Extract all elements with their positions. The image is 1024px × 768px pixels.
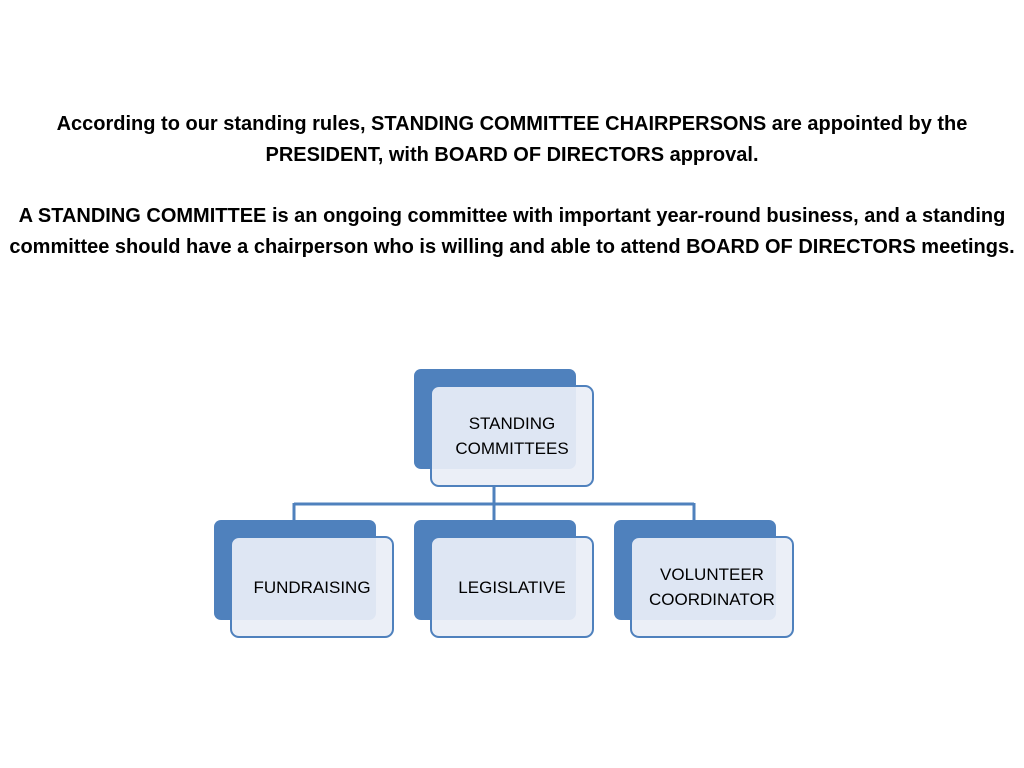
intro-paragraph-1: According to our standing rules, STANDING COMMITTEE CHAIRPERSONS are appointed by the PRESIDENT, with BOARD OF DIRECTORS approval. (56, 113, 968, 166)
intro-paragraph-2: A STANDING COMMITTEE is an ongoing committee with important year-round business, and a standing committee should have a chairperson who is willing and able to attend BOARD OF DIRECTORS meetings. (9, 205, 1015, 258)
org-node-legislative (414, 520, 594, 638)
node-label: STANDING COMMITTEES (455, 414, 569, 458)
node-label: VOLUNTEER COORDINATOR (649, 565, 775, 609)
node-label-box (430, 385, 594, 487)
org-node-volunteer-coordinator (614, 520, 794, 638)
node-label-box (430, 536, 594, 638)
node-label-box (230, 536, 394, 638)
org-node-standing-committees (414, 369, 594, 487)
node-label-box (630, 536, 794, 638)
node-label: LEGISLATIVE (458, 577, 566, 597)
org-node-fundraising (214, 520, 394, 638)
node-label: FUNDRAISING (253, 577, 371, 597)
